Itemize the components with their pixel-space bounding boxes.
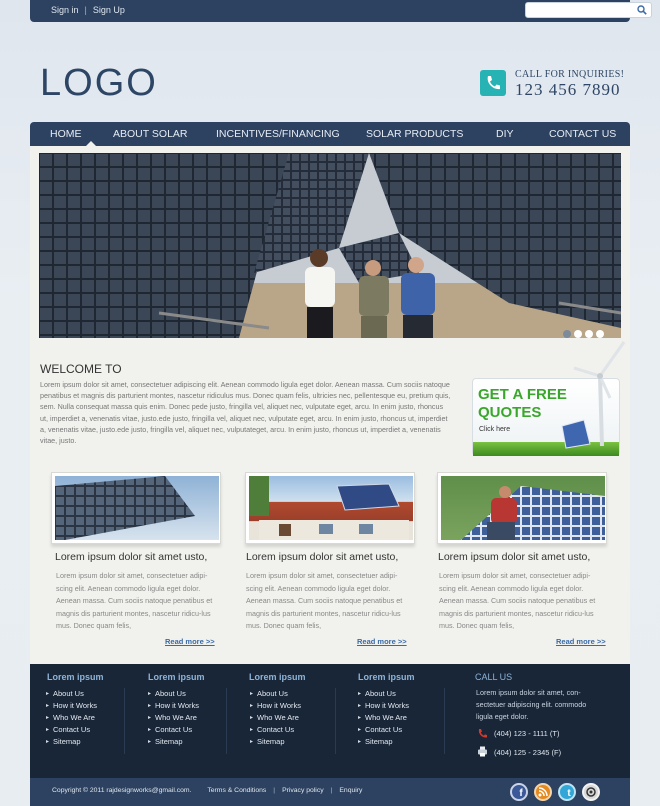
footer-divider bbox=[124, 688, 125, 754]
footer-links-3 bbox=[250, 688, 301, 748]
footer-link-contact-us[interactable]: ▸ Contact Us bbox=[250, 724, 301, 736]
slider-dot-1[interactable] bbox=[563, 330, 571, 338]
footer-link-sitemap[interactable]: ▸ Sitemap bbox=[148, 736, 199, 748]
share-glyph bbox=[584, 785, 598, 799]
nav-contact-us[interactable]: CONTACT US bbox=[549, 128, 617, 140]
column-title-3: Lorem ipsum dolor sit amet usto, bbox=[438, 551, 591, 563]
free-quote-title[interactable]: GET A FREE QUOTES bbox=[478, 386, 567, 421]
footer-link-who-we-are[interactable]: ▸ Who We Are bbox=[358, 712, 409, 724]
footer-link-how-it-works[interactable]: ▸ How it Works bbox=[46, 700, 97, 712]
footer-call-us-title: CALL US bbox=[475, 672, 513, 682]
column-title-1: Lorem ipsum dolor sit amet usto, bbox=[55, 551, 208, 563]
slider-dot-2[interactable] bbox=[574, 330, 582, 338]
main-nav bbox=[30, 122, 630, 146]
hero-slider-image bbox=[39, 153, 621, 338]
column-text-3: Lorem ipsum dolor sit amet, consectetuer adipi-scing elit. Aenean commodo ligula eget dolor. Aenean massa. Cum sociis natoque penatibus et magnis dis parturient montes, nascetur ridicu-lus mus. Donec quam felis, bbox=[439, 571, 596, 630]
installer-photo bbox=[441, 476, 605, 540]
column-image-1[interactable] bbox=[51, 472, 221, 544]
sign-in-link[interactable]: Sign in bbox=[51, 5, 79, 15]
nav-solar-products[interactable]: SOLAR PRODUCTS bbox=[366, 128, 464, 140]
twitter-glyph: t bbox=[567, 788, 571, 799]
footer-divider bbox=[444, 688, 445, 754]
auth-separator: | bbox=[84, 5, 87, 15]
footer-link-sitemap[interactable]: ▸ Sitemap bbox=[358, 736, 409, 748]
footer-link-about-us[interactable]: ▸ About Us bbox=[148, 688, 199, 700]
auth-links bbox=[51, 5, 125, 15]
nav-incentives-financing[interactable]: INCENTIVES/FINANCING bbox=[216, 128, 340, 140]
footer-link-about-us[interactable]: ▸ About Us bbox=[46, 688, 97, 700]
welcome-text: Lorem ipsum dolor sit amet, consectetuer adipiscing elit. Aenean commodo ligula eget dolor. Aenean massa. Cum sociis natoque penatibus et magnis dis parturient montes, nascetur ridiculus mus. Donec quam felis, ultricies nec, pellentesque eu, pretium quis, sem. Nulla consequat massa quis enim. Donec pede justo, fringilla vel, aliquet nec, vulputate eget, arcu. In enim justo, rhoncus ut, imperdiet a, venenatis vitae, justo.ede justo, fringilla vel, aliquet nec, vulputate eget, arcu. In enim justo, rhoncus ut, imperdiet a, venenatis vitae, justo.ede justo, fringilla vel, aliquet nec, vulputateget, arcu. In enim justo, rhoncus ut, imperdiet a, venenatis vitae, justo. bbox=[40, 380, 451, 446]
enquiry-link[interactable]: Enquiry bbox=[339, 787, 363, 794]
roof-solar-photo bbox=[249, 476, 413, 540]
footer-link-about-us[interactable]: ▸ About Us bbox=[250, 688, 301, 700]
column-image-3[interactable] bbox=[437, 472, 607, 544]
nav-diy[interactable]: DIY bbox=[496, 128, 514, 140]
sign-up-link[interactable]: Sign Up bbox=[92, 5, 125, 15]
read-more-link-3[interactable]: Read more >> bbox=[556, 637, 606, 646]
search-icon[interactable] bbox=[637, 5, 647, 15]
column-text-2: Lorem ipsum dolor sit amet, consectetuer adipi-scing elit. Aenean commodo ligula eget dolor. Aenean massa. Cum sociis natoque penatibus et magnis dis parturient montes, nascetur ridicu-lus mus. Donec quam felis, bbox=[246, 571, 403, 630]
logo[interactable]: LOGO bbox=[40, 62, 158, 104]
column-image-2[interactable] bbox=[245, 472, 415, 544]
footer-link-contact-us[interactable]: ▸ Contact Us bbox=[46, 724, 97, 736]
footer-fax bbox=[476, 748, 561, 757]
terms-link[interactable]: Terms & Conditions bbox=[207, 787, 267, 794]
footer-link-who-we-are[interactable]: ▸ Who We Are bbox=[148, 712, 199, 724]
footer-link-sitemap[interactable]: ▸ Sitemap bbox=[46, 736, 97, 748]
footer-links-4 bbox=[358, 688, 409, 748]
share-icon[interactable] bbox=[582, 783, 600, 801]
call-label: CALL FOR INQUIRIES! bbox=[515, 69, 625, 80]
column-title-2: Lorem ipsum dolor sit amet usto, bbox=[246, 551, 399, 563]
footer-column-title-2: Lorem ipsum bbox=[148, 672, 205, 682]
footer-column-title-3: Lorem ipsum bbox=[249, 672, 306, 682]
footer-link-how-it-works[interactable]: ▸ How it Works bbox=[148, 700, 199, 712]
footer-links-1 bbox=[46, 688, 97, 748]
nav-about-solar[interactable]: ABOUT SOLAR bbox=[113, 128, 188, 140]
footer-divider bbox=[335, 688, 336, 754]
footer-phone-number: (404) 123 - 1111 (T) bbox=[494, 729, 560, 738]
bottom-separator bbox=[198, 787, 200, 794]
free-quote-click-here[interactable]: Click here bbox=[479, 426, 511, 433]
bottom-separator: | bbox=[273, 787, 276, 794]
read-more-link-2[interactable]: Read more >> bbox=[357, 637, 407, 646]
privacy-link[interactable]: Privacy policy bbox=[282, 787, 324, 794]
footer-link-how-it-works[interactable]: ▸ How it Works bbox=[358, 700, 409, 712]
footer-link-contact-us[interactable]: ▸ Contact Us bbox=[358, 724, 409, 736]
footer-link-sitemap[interactable]: ▸ Sitemap bbox=[250, 736, 301, 748]
footer-link-contact-us[interactable]: ▸ Contact Us bbox=[148, 724, 199, 736]
slider-dot-3[interactable] bbox=[585, 330, 593, 338]
rss-icon[interactable] bbox=[534, 783, 552, 801]
top-bar bbox=[30, 0, 630, 22]
bottom-separator: | bbox=[330, 787, 333, 794]
footer-column-title-4: Lorem ipsum bbox=[358, 672, 415, 682]
phone-icon bbox=[480, 70, 506, 96]
welcome-title: WELCOME TO bbox=[40, 362, 122, 376]
footer-divider bbox=[226, 688, 227, 754]
twitter-icon[interactable] bbox=[558, 783, 576, 801]
facebook-glyph: f bbox=[519, 788, 523, 799]
footer-link-who-we-are[interactable]: ▸ Who We Are bbox=[250, 712, 301, 724]
column-text-1: Lorem ipsum dolor sit amet, consectetuer adipi-scing elit. Aenean commodo ligula eget dolor. Aenean massa. Cum sociis natoque penatibus et magnis dis parturient montes, nascetur ridicu-lus mus. Donec quam felis, bbox=[56, 571, 213, 630]
footer-links-2 bbox=[148, 688, 199, 748]
solar-panels-photo bbox=[55, 476, 219, 540]
footer-link-who-we-are[interactable]: ▸ Who We Are bbox=[46, 712, 97, 724]
footer-link-how-it-works[interactable]: ▸ How it Works bbox=[250, 700, 301, 712]
footer-phone bbox=[476, 729, 559, 738]
nav-home[interactable]: HOME bbox=[50, 128, 82, 140]
rss-glyph bbox=[536, 785, 550, 799]
call-number: 123 456 7890 bbox=[515, 80, 621, 99]
copyright-text: Copyright © 2011 rajdesignworks@gmail.com. bbox=[52, 787, 192, 794]
copyright-line bbox=[52, 787, 362, 794]
footer-call-us-text: Lorem ipsum dolor sit amet, con-sectetuer adipiscing elit. commodo ligula eget dolor. bbox=[476, 688, 587, 721]
facebook-icon[interactable] bbox=[510, 783, 528, 801]
footer-fax-number: (404) 125 - 2345 (F) bbox=[494, 748, 562, 757]
search-input[interactable] bbox=[530, 4, 630, 16]
footer-column-title-1: Lorem ipsum bbox=[47, 672, 104, 682]
slider-dot-4[interactable] bbox=[596, 330, 604, 338]
read-more-link-1[interactable]: Read more >> bbox=[165, 637, 215, 646]
search-box bbox=[525, 2, 652, 18]
footer-link-about-us[interactable]: ▸ About Us bbox=[358, 688, 409, 700]
